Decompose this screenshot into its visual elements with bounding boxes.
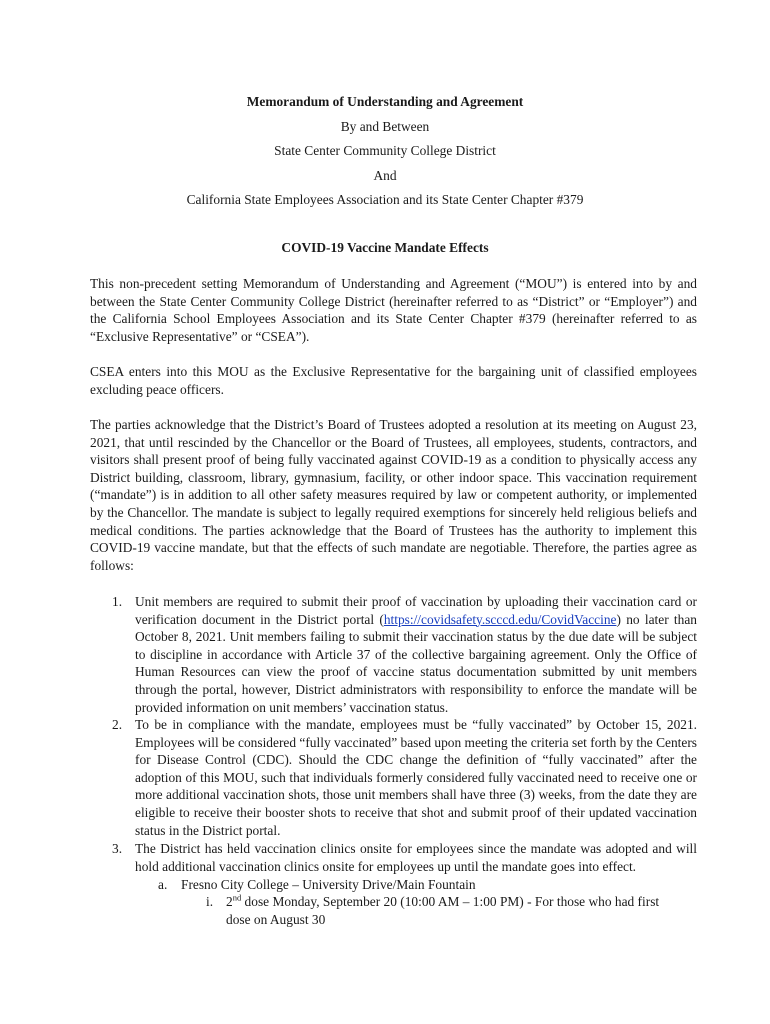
list-item-3-number: 3.: [112, 841, 123, 856]
by-and-between: By and Between: [340, 119, 430, 134]
list-item-1-text-b: ) no later than October 8, 2021. Unit members failing to submit their vaccination status by the due date will be subject to discipline in accordance with Article 37 of the collective bargaining agreement. Only the Office of Human Resources can view the proof of vaccine status documentation submitted by unit members through the portal, however, District administrators with responsibility to enforce the mandate will be provided information on unit members’ vaccination status.: [135, 611, 697, 715]
party-one: State Center Community College District: [274, 143, 496, 158]
and-connector: And: [373, 168, 397, 183]
list-item-2-text: To be in compliance with the mandate, employees must be “fully vaccinated” by October 15, 2021. Employees will be considered “fully vaccinated” based upon meeting the criteria set forth by the Centers for Disease Control (CDC). Should the CDC change the definition of “fully vaccinated” after the adoption of this MOU, such that individuals formerly considered fully vaccinated need to receive one or more additional vaccination shots, those unit members shall have three (3) weeks, from the date they are eligible to receive their booster shots to receive that shot and submit proof of their updated vaccination status in the District portal.: [135, 717, 697, 838]
paragraph-intro: This non-precedent setting Memorandum of Understanding and Agreement (“MOU”) is entered into by and between the State Center Community College District (hereinafter referred to as “District” or “Employer”) and the California School Employees Association and its State Center Chapter #379 (hereinafter referred to as “Exclusive Representative” or “CSEA”).: [90, 276, 697, 344]
paragraph-acknowledgement: The parties acknowledge that the District’s Board of Trustees adopted a resolution at its meeting on August 23, 2021, that until rescinded by the Chancellor or the Board of Trustees, all employees, students, contractors, and visitors shall present proof of being fully vaccinated against COVID-19 as a condition to physically access any District building, classroom, library, gymnasium, facility, or other indoor space. This vaccination requirement (“mandate”) is in addition to all other safety measures required by law or competent authority, or implemented by the Chancellor. The mandate is subject to legally required exemptions for sincerely held religious beliefs and medical conditions. The parties acknowledge that the Board of Trustees has the authority to implement this COVID-19 vaccine mandate, but that the effects of such mandate are negotiable. Therefore, the parties agree as follows:: [90, 417, 697, 573]
sub-item-i-text: [226, 893, 686, 928]
subject-heading: COVID-19 Vaccine Mandate Effects: [281, 240, 489, 255]
dose-ordinal: 2: [226, 894, 233, 909]
sub-item-a-number: a.: [158, 877, 168, 892]
list-item-1-number: 1.: [112, 594, 123, 609]
dose-line-2: dose on August 30: [226, 911, 326, 927]
paragraph-csea: CSEA enters into this MOU as the Exclusive Representative for the bargaining unit of classified employees excluding peace officers.: [90, 364, 697, 397]
list-item-1: [135, 593, 697, 716]
list-item-2-number: 2.: [112, 717, 123, 732]
party-two: California State Employees Association and its State Center Chapter #379: [186, 192, 584, 207]
sub-item-a-text: Fresno City College – University Drive/Main Fountain: [181, 877, 476, 892]
document-title: Memorandum of Understanding and Agreement: [246, 94, 524, 109]
sub-item-i-number: i.: [206, 894, 214, 909]
list-item-3-text: The District has held vaccination clinics onsite for employees since the mandate was adopted and will hold additional vaccination clinics onsite for employees up until the mandate goes into effect.: [135, 841, 697, 874]
list-item-1-text-a: Unit members are required to submit their proof of vaccination by uploading their vaccination card or verification document in the District portal (: [135, 594, 697, 627]
dose-ordinal-suffix: nd: [232, 892, 242, 903]
covid-portal-link[interactable]: https://covidsafety.scccd.edu/CovidVaccine: [383, 611, 617, 627]
dose-line-1: dose Monday, September 20 (10:00 AM – 1:00 PM) - For those who had first: [241, 894, 660, 909]
